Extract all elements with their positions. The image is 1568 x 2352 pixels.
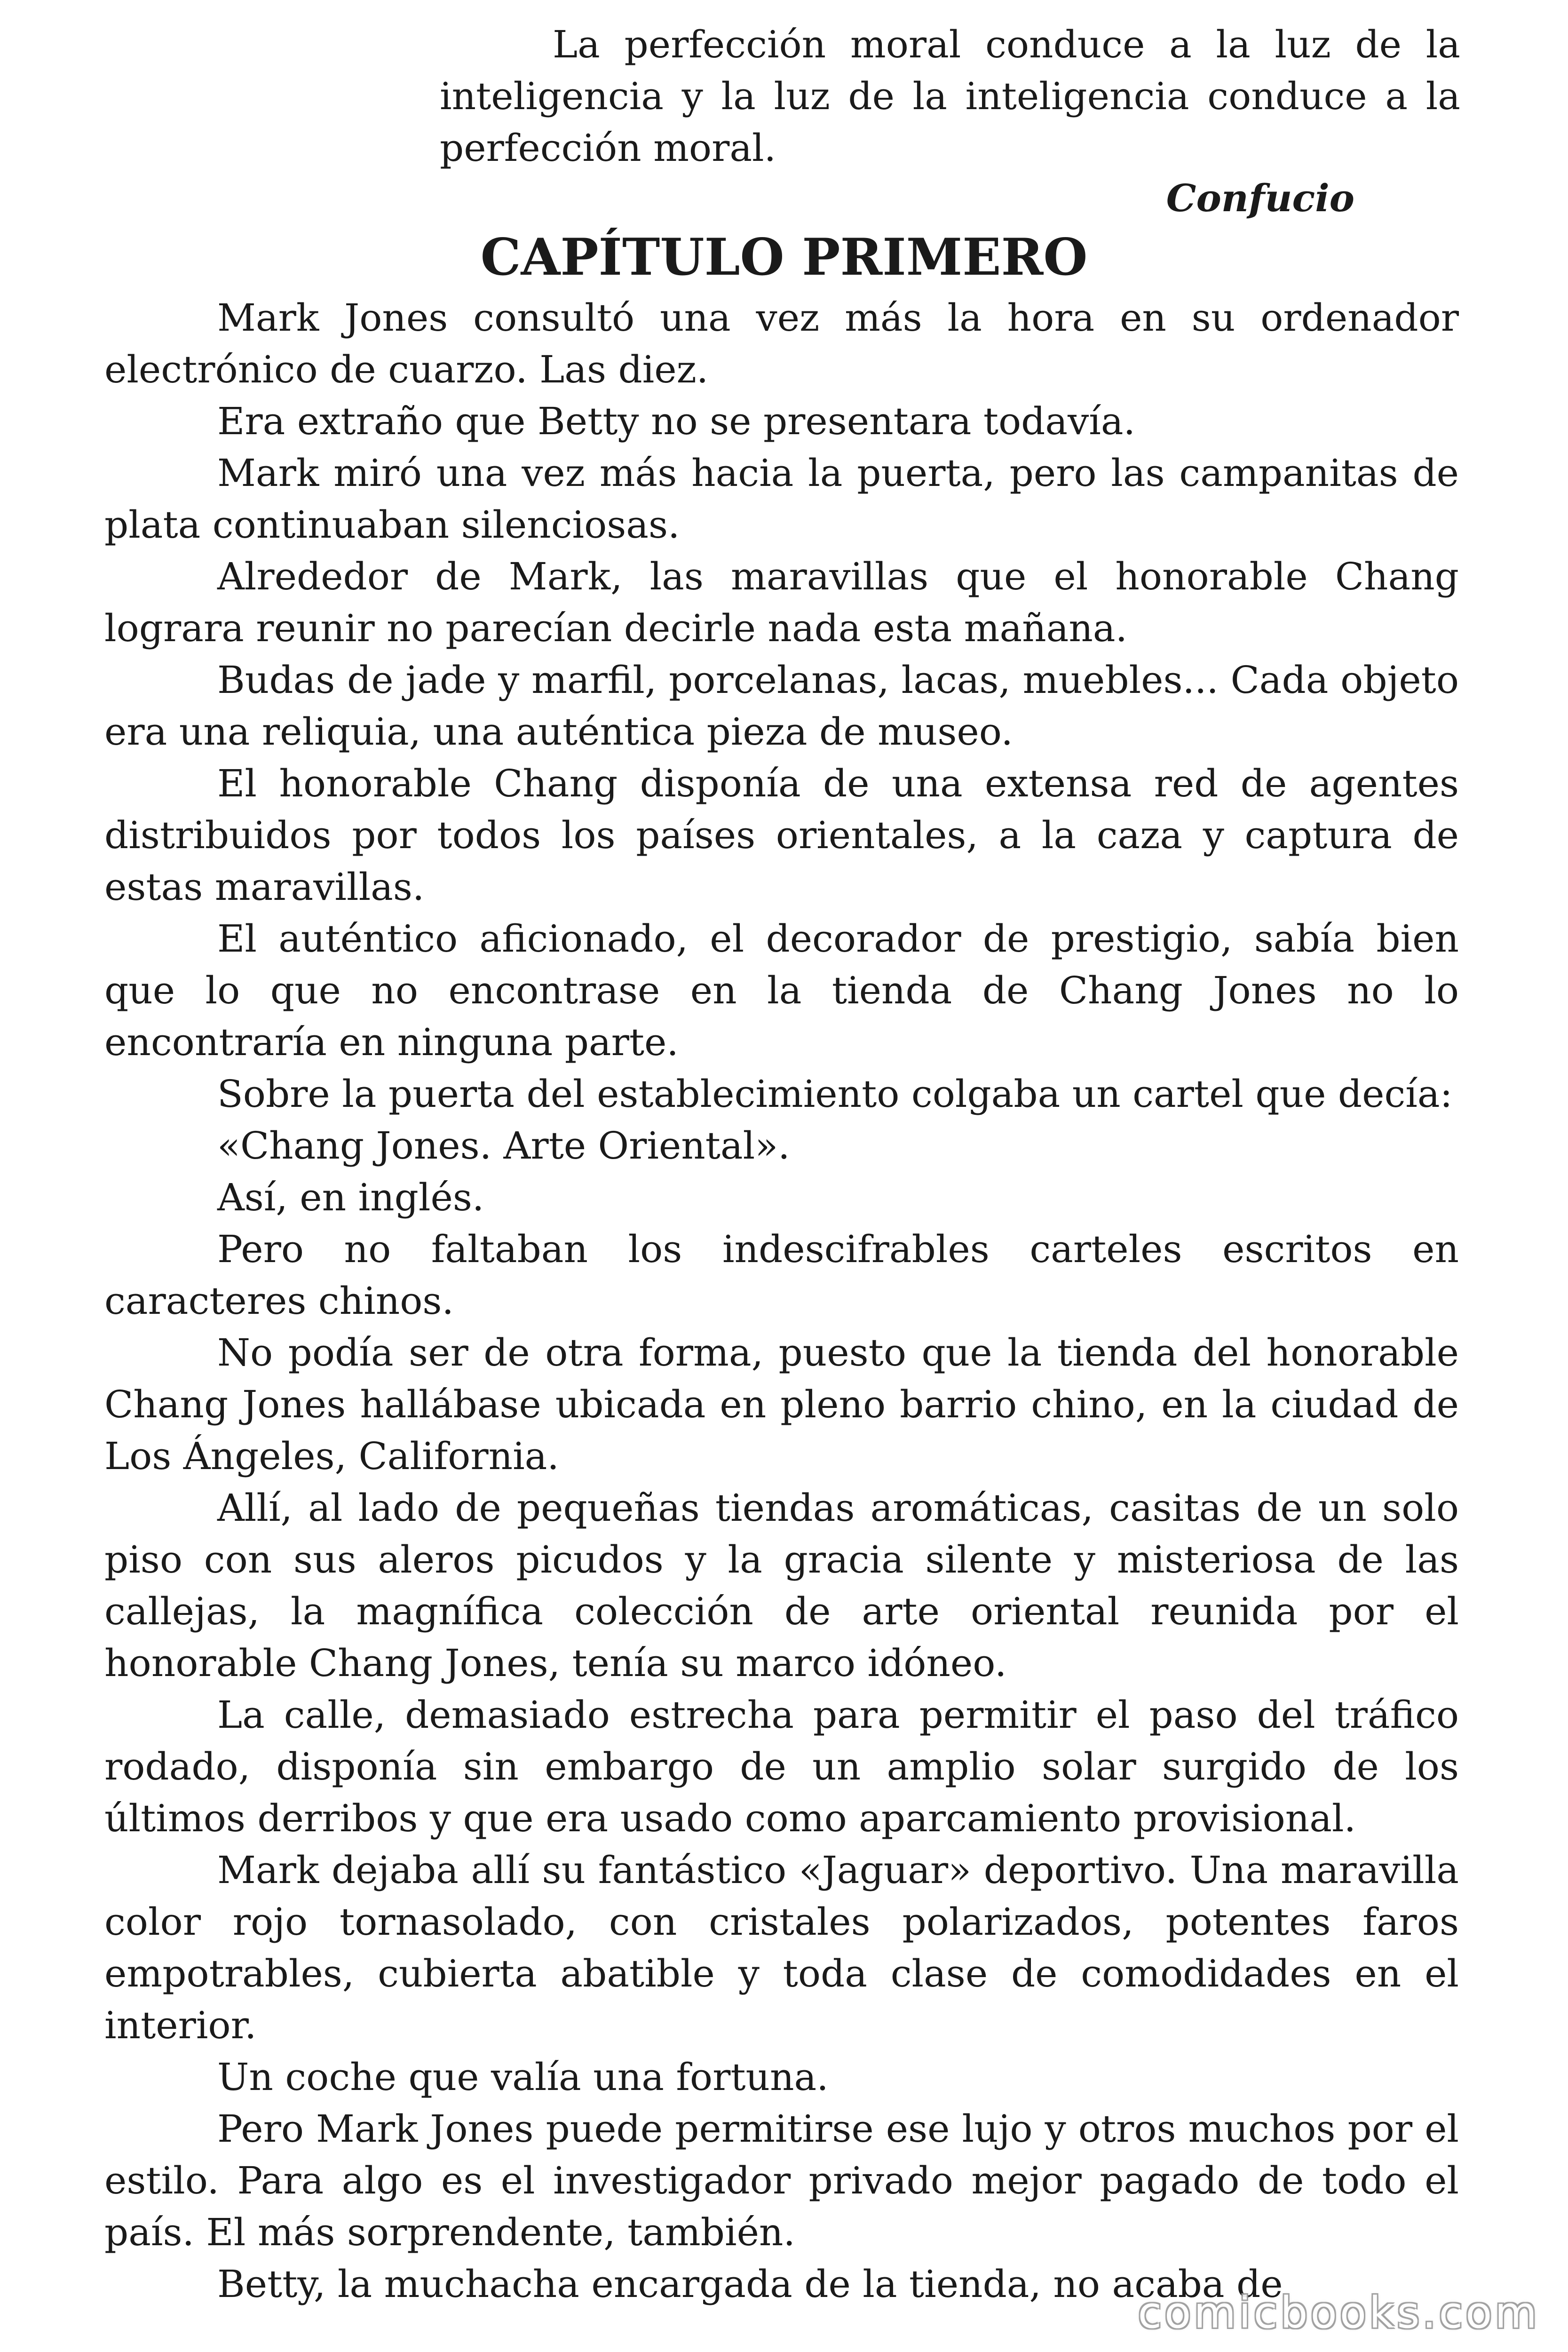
paragraph: No podía ser de otra forma, puesto que la tienda del honorable Chang Jones hallábase ubicada en pleno barrio chino, en la ciudad de Los Ángeles, California.	[104, 1331, 1459, 1478]
watermark: comicbooks.com	[1138, 2288, 1540, 2338]
paragraph: El auténtico aficionado, el decorador de prestigio, sabía bien que lo que no encontrase en la tienda de Chang Jones no lo encontraría en ninguna parte.	[104, 917, 1459, 1064]
paragraph: Allí, al lado de pequeñas tiendas aromáticas, casitas de un solo piso con sus aleros picudos y la gracia silente y misteriosa de las callejas, la magnífica colección de arte oriental reunida por el honorable Chang Jones, tenía su marco idóneo.	[104, 1486, 1459, 1685]
chapter-title: CAPÍTULO PRIMERO	[480, 228, 1088, 287]
paragraph: El honorable Chang disponía de una extensa red de agentes distribuidos por todos los países orientales, a la caza y captura de estas maravillas.	[104, 762, 1459, 909]
epigraph-quote: La perfección moral conduce a la luz de la inteligencia y la luz de la inteligencia conduce a la perfección moral.	[440, 23, 1460, 170]
paragraph: Mark Jones consultó una vez más la hora en su ordenador electrónico de cuarzo. Las diez.	[104, 296, 1459, 391]
paragraph: Pero no faltaban los indescifrables carteles escritos en caracteres chinos.	[104, 1227, 1459, 1323]
paragraph: Sobre la puerta del establecimiento colgaba un cartel que decía:	[217, 1072, 1453, 1116]
paragraph: Budas de jade y marfil, porcelanas, lacas, muebles... Cada objeto era una reliquia, una auténtica pieza de museo.	[104, 658, 1459, 754]
paragraph: Mark miró una vez más hacia la puerta, pero las campanitas de plata continuaban silenciosas.	[104, 451, 1459, 547]
paragraph: Pero Mark Jones puede permitirse ese lujo y otros muchos por el estilo. Para algo es el investigador privado mejor pagado de todo el país. El más sorprendente, también.	[104, 2107, 1459, 2254]
paragraph: Betty, la muchacha encargada de la tienda, no acaba de	[217, 2262, 1283, 2306]
paragraph: Así, en inglés.	[217, 1176, 484, 1219]
body-text	[104, 292, 1459, 2310]
paragraph: Era extraño que Betty no se presentara todavía.	[217, 399, 1135, 443]
paragraph: Alrededor de Mark, las maravillas que el honorable Chang lograra reunir no parecían decirle nada esta mañana.	[104, 555, 1459, 650]
paragraph: Mark dejaba allí su fantástico «Jaguar» deportivo. Una maravilla color rojo tornasolado, con cristales polarizados, potentes faros empotrables, cubierta abatible y toda clase de comodidades en el interior.	[104, 1848, 1459, 2047]
paragraph: «Chang Jones. Arte Oriental».	[217, 1124, 790, 1168]
paragraph: Un coche que valía una fortuna.	[217, 2055, 829, 2099]
epigraph-author: Confucio	[1166, 176, 1354, 220]
paragraph: La calle, demasiado estrecha para permitir el paso del tráfico rodado, disponía sin embargo de un amplio solar surgido de los últimos derribos y que era usado como aparcamiento provisional.	[104, 1693, 1459, 1840]
